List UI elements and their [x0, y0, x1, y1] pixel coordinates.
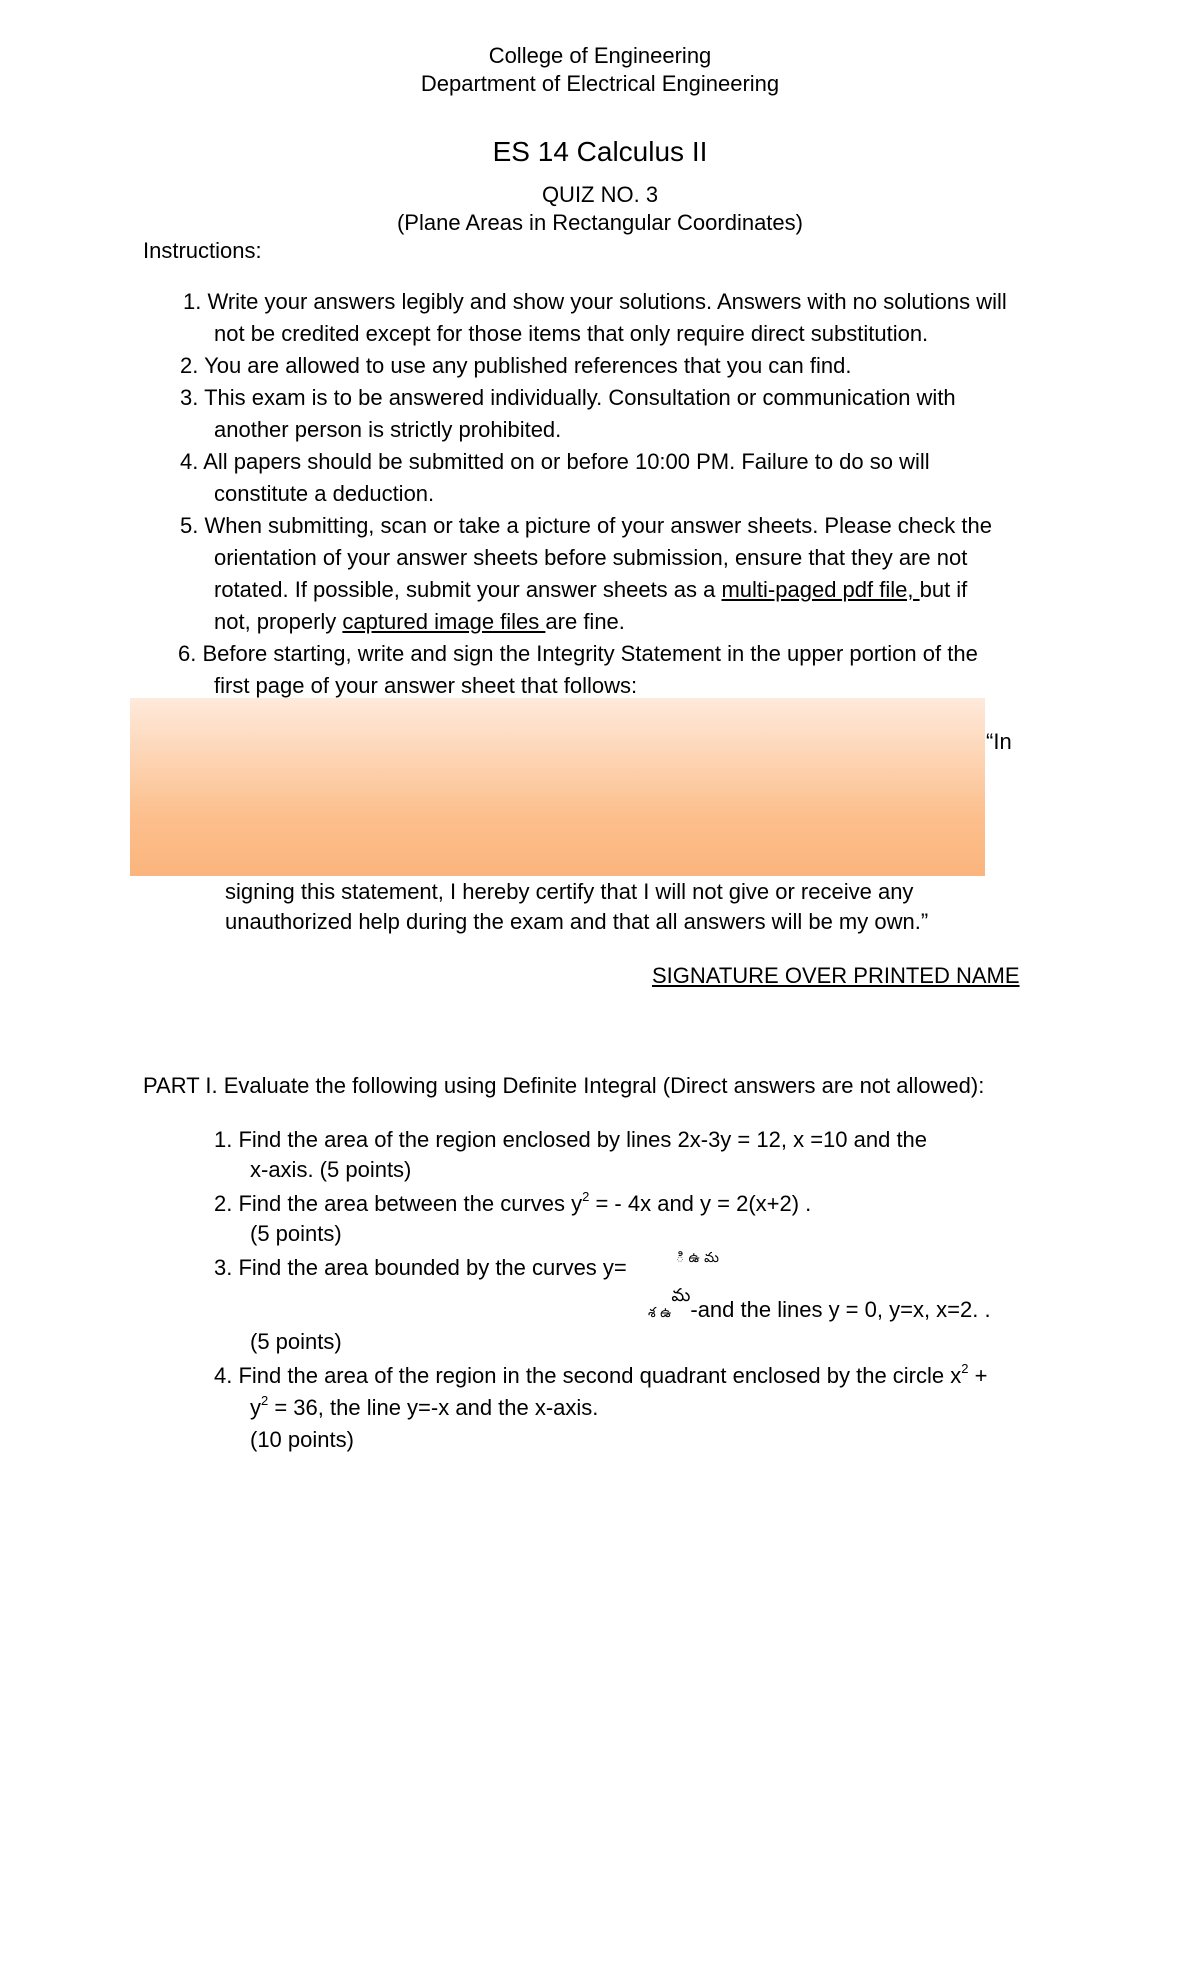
question-3-garbled-numerator: ి ఉ మ: [676, 1250, 719, 1266]
gradient-banner: [130, 698, 985, 876]
instruction-3-line-1: 3. This exam is to be answered individually. Consultation or communication with: [180, 385, 956, 410]
question-4-line-2: [250, 1394, 598, 1422]
instructions-heading: Instructions:: [143, 238, 262, 263]
instruction-6-line-1: 6. Before starting, write and sign the Integrity Statement in the upper portion of the: [178, 641, 978, 666]
instruction-5-line-1: 5. When submitting, scan or take a picture of your answer sheets. Please check the: [180, 513, 992, 538]
question-3-text-end: -and the lines y = 0, y=x, x=2. .: [690, 1297, 991, 1322]
question-4-points: (10 points): [250, 1427, 354, 1452]
question-2-line-1: [214, 1190, 811, 1218]
question-4-exponent-2: 2: [261, 1392, 269, 1408]
question-4-exponent-1: 2: [961, 1360, 969, 1376]
question-4-text-end: = 36, the line y=-x and the x-axis.: [268, 1395, 599, 1420]
instruction-5-line-4-end: are fine.: [545, 609, 625, 634]
instruction-1-line-1: 1. Write your answers legibly and show your solutions. Answers with no solutions will: [183, 289, 1007, 314]
pdf-file-link[interactable]: multi-paged pdf file,: [721, 577, 920, 602]
college-name: College of Engineering: [488, 43, 712, 68]
signature-label: SIGNATURE OVER PRINTED NAME: [652, 963, 1020, 988]
integrity-line-2: unauthorized help during the exam and that all answers will be my own.”: [225, 909, 929, 934]
image-files-link[interactable]: captured image files: [342, 609, 546, 634]
question-2-text: 2. Find the area between the curves y: [214, 1191, 583, 1216]
instruction-4-line-2: constitute a deduction.: [214, 481, 435, 506]
question-4-text: 4. Find the area of the region in the second quadrant enclosed by the circle x: [214, 1363, 962, 1388]
instruction-5-line-3-text: rotated. If possible, submit your answer sheets as a: [214, 577, 722, 602]
question-2-exponent: 2: [582, 1188, 590, 1204]
part1-heading: PART I. Evaluate the following using Definite Integral (Direct answers are not allowed):: [143, 1073, 985, 1098]
question-3-points: (5 points): [250, 1329, 342, 1354]
instruction-5-line-3: [214, 576, 1074, 604]
instruction-5-line-4: [214, 608, 625, 636]
instruction-4-line-1: 4. All papers should be submitted on or before 10:00 PM. Failure to do so will: [180, 449, 930, 474]
instruction-6-line-2: first page of your answer sheet that follows:: [214, 673, 638, 698]
question-3-garbled-denominator: శ ఉ: [648, 1305, 672, 1321]
course-title: ES 14 Calculus II: [492, 136, 708, 167]
question-4-line-1: [214, 1362, 987, 1390]
integrity-line-1: signing this statement, I hereby certify that I will not give or receive any: [225, 879, 914, 904]
question-2-points: (5 points): [250, 1221, 342, 1246]
department-name: Department of Electrical Engineering: [420, 71, 780, 96]
question-4-y: y: [250, 1395, 261, 1420]
instruction-5-line-4-text: not, properly: [214, 609, 343, 634]
question-3-line-2: [648, 1284, 991, 1327]
instruction-3-line-2: another person is strictly prohibited.: [214, 417, 562, 442]
instruction-5-line-3-end: but if: [919, 577, 968, 602]
question-1-line-1: 1. Find the area of the region enclosed by lines 2x-3y = 12, x =10 and the: [214, 1127, 928, 1152]
question-3-line-1: 3. Find the area bounded by the curves y=: [214, 1255, 627, 1280]
question-2-text-end: = - 4x and y = 2(x+2) .: [589, 1191, 812, 1216]
question-1-line-2: x-axis. (5 points): [250, 1157, 412, 1182]
instruction-2: 2. You are allowed to use any published references that you can find.: [180, 353, 852, 378]
instruction-1-line-2: not be credited except for those items that only require direct substitution.: [214, 321, 929, 346]
quiz-number: QUIZ NO. 3: [541, 182, 659, 207]
question-3-garbled-exponent: మ: [671, 1284, 691, 1306]
question-4-plus: +: [968, 1363, 988, 1388]
instruction-5-line-2: orientation of your answer sheets before submission, ensure that they are not: [214, 545, 968, 570]
integrity-open-quote: “In: [986, 729, 1012, 754]
quiz-topic: (Plane Areas in Rectangular Coordinates): [396, 210, 803, 235]
